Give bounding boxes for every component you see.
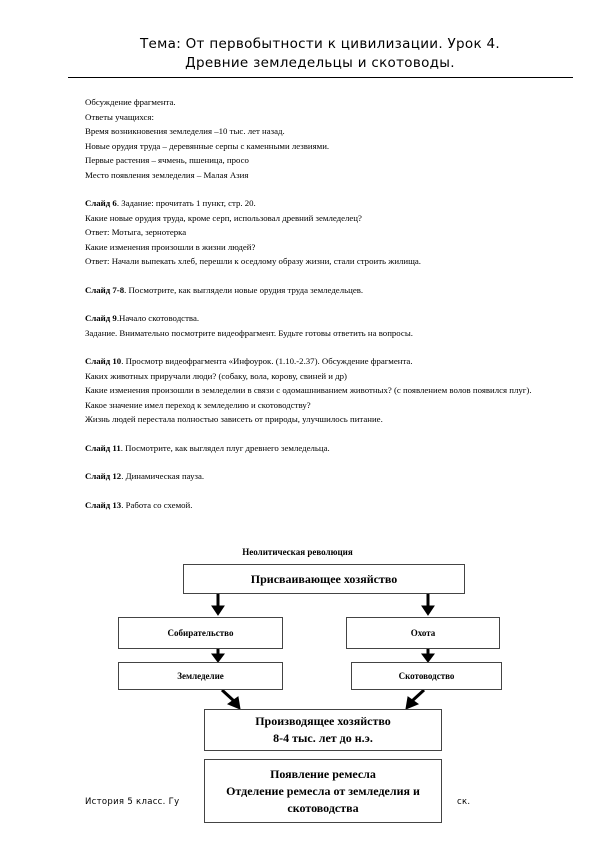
arrowhead-icon bbox=[406, 697, 418, 709]
crafts-box: Появление ремесла Отделение ремесла от земледелия и скотоводства bbox=[204, 759, 442, 823]
slide10-question: Каких животных приручали люди? (собаку, вола, корову, свиней и др) bbox=[85, 370, 347, 381]
arrowhead-icon bbox=[422, 654, 434, 662]
arrowhead-icon bbox=[228, 697, 240, 709]
slide-label: Слайд 11 bbox=[85, 442, 121, 453]
slide10-answer: Жизнь людей перестала полностью зависеть от природы, улучшилось питание. bbox=[85, 414, 383, 424]
header-title-line2: Древние земледельцы и скотоводы. bbox=[185, 55, 455, 71]
page-header bbox=[60, 35, 580, 73]
producing-economy-box: Производящее хозяйство 8-4 тыс. лет до н.э. bbox=[204, 709, 442, 751]
slide10-question: Какие изменения произошли в земледелии в связи с одомашниванием животных? (с появлением волов появился плуг). bbox=[85, 385, 532, 395]
slide11-heading: Слайд 11. Посмотрите, как выглядел плуг древнего земледельца. bbox=[85, 442, 330, 453]
appropriating-economy-box: Присваивающее хозяйство bbox=[183, 564, 465, 594]
body-line: Место появления земледелия – Малая Азия bbox=[85, 169, 249, 180]
arrowhead-icon bbox=[422, 606, 434, 615]
slide13-heading: Слайд 13. Работа со схемой. bbox=[85, 499, 193, 510]
arrow-diagonal-right bbox=[412, 690, 424, 701]
slide78-heading: Слайд 7-8. Посмотрите, как выглядели новые орудия труда земледельцев. bbox=[85, 284, 364, 295]
slide-label: Слайд 9 bbox=[85, 313, 117, 323]
slide6-answer: Ответ: Мотыга, зернотерка bbox=[85, 227, 187, 237]
footer-right: ск. bbox=[457, 797, 471, 807]
slide12-heading: Слайд 12. Динамическая пауза. bbox=[85, 471, 205, 481]
gathering-box: Собирательство bbox=[118, 617, 283, 649]
page-footer bbox=[85, 797, 471, 807]
diagram-title: Неолитическая революция bbox=[242, 547, 353, 557]
slide6-answer: Ответ: Начали выпекать хлеб, перешли к оседлому образу жизни, стали строить жилища. bbox=[85, 256, 422, 266]
body-line: Обсуждение фрагмента. bbox=[85, 97, 176, 107]
header-title-line1: Тема: От первобытности к цивилизации. Урок 4. bbox=[139, 36, 501, 52]
body-line: Новые орудия труда – деревянные серпы с каменными лезвиями. bbox=[85, 140, 330, 151]
slide10-question: Какое значение имел переход к земледелию и скотоводству? bbox=[85, 399, 311, 410]
hunting-box: Охота bbox=[346, 617, 500, 649]
slide9-task: Задание. Внимательно посмотрите видеофрагмент. Будьте готовы ответить на вопросы. bbox=[85, 327, 413, 338]
slide-label: Слайд 7-8 bbox=[85, 284, 125, 295]
arrowhead-icon bbox=[212, 654, 224, 662]
arrowhead-icon bbox=[212, 606, 224, 615]
document-body bbox=[85, 95, 540, 512]
slide9-heading: Слайд 9.Начало скотоводства. bbox=[85, 313, 200, 323]
cattle-breeding-box: Скотоводство bbox=[351, 662, 502, 690]
slide-label: Слайд 12 bbox=[85, 471, 122, 481]
body-line: Время возникновения земледелия –10 тыс. лет назад. bbox=[85, 126, 285, 136]
body-line: Первые растения – ячмень, пшеница, просо bbox=[85, 155, 249, 165]
slide6-heading: Слайд 6. Задание: прочитать 1 пункт, стр. 20. bbox=[85, 198, 256, 208]
agriculture-box: Земледелие bbox=[118, 662, 283, 690]
slide6-question: Какие изменения произошли в жизни людей? bbox=[85, 241, 256, 252]
body-line: Ответы учащихся: bbox=[85, 111, 154, 122]
footer-left: История 5 класс. Гу bbox=[85, 797, 180, 807]
slide-label: Слайд 6 bbox=[85, 198, 117, 208]
slide6-question: Какие новые орудия труда, кроме серп, использовал древний земледелец? bbox=[85, 212, 362, 223]
slide-label: Слайд 10 bbox=[85, 356, 122, 366]
slide10-heading: Слайд 10. Просмотр видеофрагмента «Инфоурок. (1.10.-2.37). Обсуждение фрагмента. bbox=[85, 356, 413, 366]
header-divider bbox=[68, 77, 573, 78]
slide-label: Слайд 13 bbox=[85, 499, 122, 510]
arrow-diagonal-left bbox=[222, 690, 234, 701]
